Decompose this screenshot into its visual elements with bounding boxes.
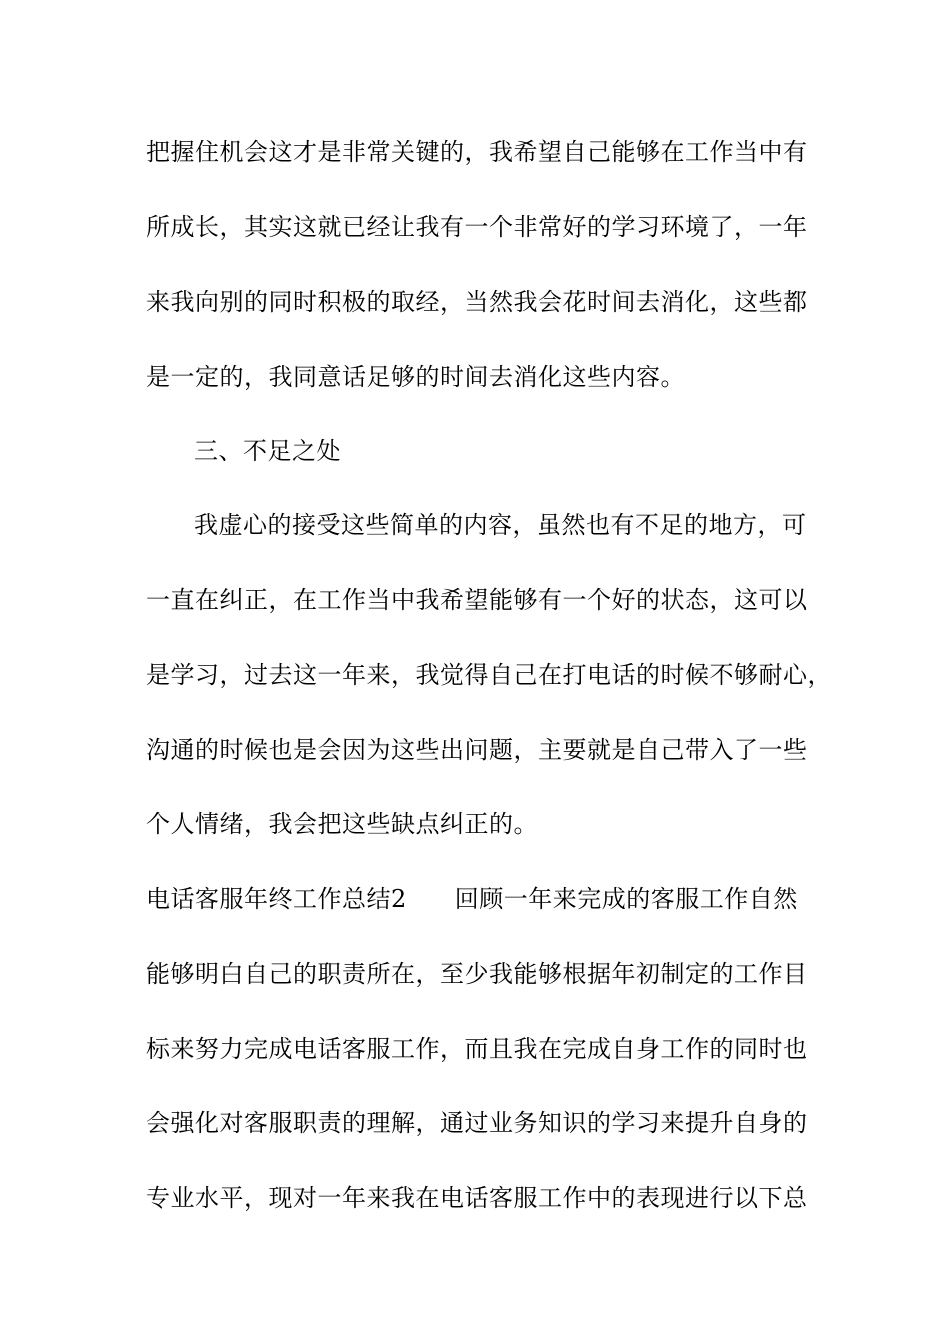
paragraph-line: 个人情绪，我会把这些缺点纠正的。 — [146, 810, 538, 838]
paragraph-line: 标来努力完成电话客服工作，而且我在完成自身工作的同时也 — [146, 1035, 808, 1063]
paragraph-line: 一直在纠正，在工作当中我希望能够有一个好的状态，这可以 — [146, 586, 808, 614]
paragraph-line: 我虚心的接受这些简单的内容，虽然也有不足的地方，可 — [194, 511, 807, 539]
paragraph-line: 来我向别的同时积极的取经，当然我会花时间去消化，这些都 — [146, 288, 808, 316]
paragraph-line: 能够明白自己的职责所在，至少我能够根据年初制定的工作目 — [146, 960, 808, 988]
paragraph-line: 是一定的，我同意话足够的时间去消化这些内容。 — [146, 363, 685, 391]
paragraph-line: 专业水平，现对一年来我在电话客服工作中的表现进行以下总 — [146, 1184, 808, 1212]
paragraph-line: 沟通的时候也是会因为这些出问题，主要就是自己带入了一些 — [146, 736, 808, 764]
paragraph-line: 回顾一年来完成的客服工作自然 — [454, 885, 798, 913]
article-title: 电话客服年终工作总结2 — [146, 885, 407, 913]
title-line — [146, 884, 798, 914]
paragraph-line: 会强化对客服职责的理解，通过业务知识的学习来提升自身的 — [146, 1109, 808, 1137]
paragraph-line: 把握住机会这才是非常关键的，我希望自己能够在工作当中有 — [146, 138, 808, 166]
paragraph-line: 是学习，过去这一年来，我觉得自己在打电话的时候不够耐心， — [146, 661, 832, 689]
section-heading: 三、不足之处 — [194, 437, 341, 465]
paragraph-line: 所成长，其实这就已经让我有一个非常好的学习环境了，一年 — [146, 213, 808, 241]
